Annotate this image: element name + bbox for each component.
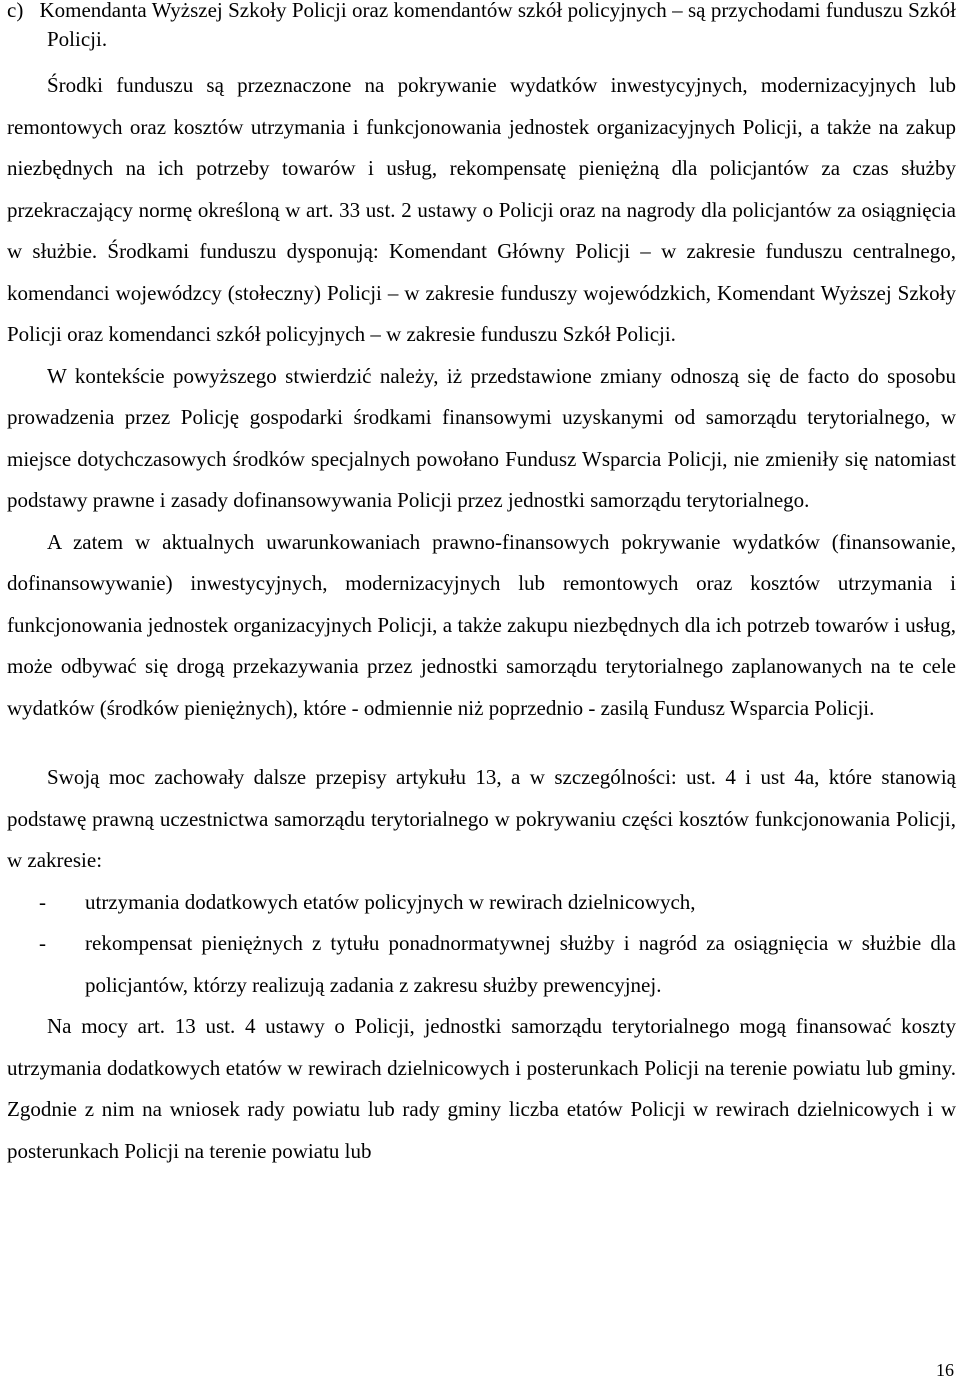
paragraph-art-13-ust-4: Na mocy art. 13 ust. 4 ustawy o Policji, jednostki samorządu terytorialnego mogą finansować koszty utrzymania dodatkowych etatów w rewirach dzielnicowych i posterunkach Policji na terenie powiatu lub gminy. Zgodnie z nim na wniosek rady powiatu lub rady gminy liczba etatów Policji w rewirach dzielnicowych i w posterunkach Policji na terenie powiatu lub xyxy=(7,1014,956,1163)
list-item xyxy=(7,923,956,1006)
paragraph-funds-purpose: Środki funduszu są przeznaczone na pokrywanie wydatków inwestycyjnych, modernizacyjnych lub remontowych oraz kosztów utrzymania i funkcjonowania jednostek organizacyjnych Policji, a także na zakup niezbędnych na ich potrzeby towarów i usług, rekompensatę pieniężną dla policjantów za czas służby przekraczający normę określoną w art. 33 ust. 2 ustawy o Policji oraz na nagrody dla policjantów za osiągnięcia w służbie. Środkami funduszu dysponują: Komendant Główny Policji – w zakresie funduszu centralnego, komendanci wojewódzcy (stołeczny) Policji – w zakresie funduszy wojewódzkich, Komendant Wyższej Szkoły Policji oraz komendanci szkół policyjnych – w zakresie funduszu Szkół Policji. xyxy=(7,73,956,346)
list-item-c-text: Komendanta Wyższej Szkoły Policji oraz komendantów szkół policyjnych – są przychodami funduszu Szkół Policji. xyxy=(39,0,957,51)
spacer xyxy=(7,729,956,757)
paragraph-context: W kontekście powyższego stwierdzić należy, iż przedstawione zmiany odnoszą się de facto do sposobu prowadzenia przez Policję gospodarki środkami finansowymi uzyskanymi od samorządu terytorialnego, w miejsce dotychczasowych środków specjalnych powołano Fundusz Wsparcia Policji, nie zmieniły się natomiast podstawy prawne i zasady dofinansowywania Policji przez jednostki samorządu terytorialnego. xyxy=(7,363,956,512)
list-item-text: utrzymania dodatkowych etatów policyjnych w rewirach dzielnicowych, xyxy=(85,889,696,914)
paragraph-article-13: Swoją moc zachowały dalsze przepisy artykułu 13, a w szczególności: ust. 4 i ust 4a, które stanowią podstawę prawną uczestnictwa samorządu terytorialnego w pokrywaniu części kosztów funkcjonowania Policji, w zakresie: xyxy=(7,765,956,872)
document-page xyxy=(7,0,956,1172)
list-dash: - xyxy=(39,931,46,955)
list-item-c xyxy=(7,0,956,54)
scope-list xyxy=(7,882,956,1007)
list-item-text: rekompensat pieniężnych z tytułu ponadnormatywnej służby i nagród za osiągnięcia w służbie dla policjantów, którzy realizują zadania z zakresu służby prewencyjnej. xyxy=(85,931,956,997)
paragraph-conclusion: A zatem w aktualnych uwarunkowaniach prawno-finansowych pokrywanie wydatków (finansowanie, dofinansowywanie) inwestycyjnych, modernizacyjnych lub remontowych oraz kosztów utrzymania i funkcjonowania jednostek organizacyjnych Policji, a także zakupu niezbędnych dla ich potrzeb towarów i usług, może odbywać się drogą przekazywania przez jednostki samorządu terytorialnego zaplanowanych na te cele wydatków (środków pieniężnych), które - odmiennie niż poprzednio - zasilą Fundusz Wsparcia Policji. xyxy=(7,529,956,720)
list-dash: - xyxy=(39,889,46,914)
list-item-c-marker: c) xyxy=(7,0,24,22)
list-item xyxy=(7,882,956,924)
page-number: 16 xyxy=(936,1360,954,1380)
